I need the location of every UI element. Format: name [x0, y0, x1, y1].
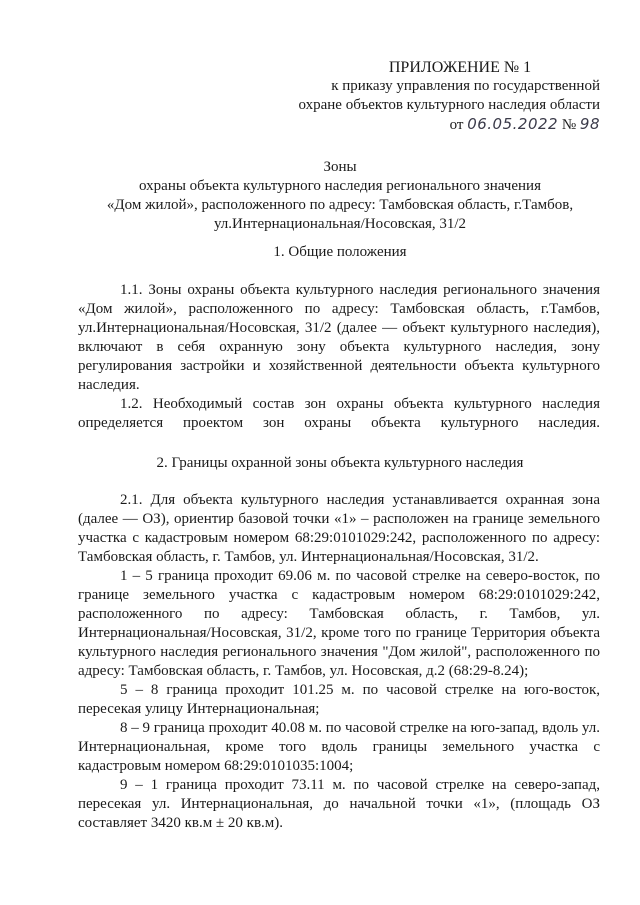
- paragraph-2-3: 5 – 8 граница проходит 101.25 м. по часовой стрелке на юго-восток, пересекая улицу Интернациональная;: [78, 682, 600, 717]
- heading-line-4: ул.Интернациональная/Носовская, 31/2: [213, 216, 467, 232]
- paragraph-2-5: 9 – 1 граница проходит 73.11 м. по часовой стрелке на северо-запад, пересекая ул. Интернациональная, до начальной точки «1», (площадь ОЗ составляет 3420 кв.м ± 20 кв.м).: [78, 777, 600, 831]
- paragraph-2-2: 1 – 5 граница проходит 69.06 м. по часовой стрелке на северо-восток, по границе земельного участка с кадастровым номером 68:29:0101029:242, расположенного по адресу: Тамбовская область, г. Тамбов, ул. Интернациональная/Носовская, 31/2, кроме того по границе Территория объекта культурного наследия регионального значения "Дом жилой", расположенного по адресу: Тамбовская область, г. Тамбов, ул. Носовская, д.2 (68:29-8.24);: [78, 568, 600, 679]
- handwritten-date: 06.05.2022: [467, 115, 559, 133]
- section-1-title: 1. Общие положения: [273, 244, 407, 260]
- heading-line-2: охраны объекта культурного наследия регионального значения: [139, 178, 541, 194]
- number-sign: №: [561, 117, 577, 133]
- section-2-body: [78, 491, 600, 833]
- heading-line-1: Зоны: [323, 159, 357, 175]
- date-prefix: от: [449, 117, 464, 133]
- document-heading: [80, 158, 600, 234]
- appendix-order-line: к приказу управления по государственной: [331, 78, 600, 94]
- section-2-title: 2. Границы охранной зоны объекта культурного наследия: [156, 455, 524, 471]
- paragraph-2-1: 2.1. Для объекта культурного наследия устанавливается охранная зона (далее — ОЗ), ориентир базовой точки «1» – расположен на границе земельного участка с кадастровым номером 68:29:0101029:242, расположенного по адресу: Тамбовская область, г. Тамбов, ул. Интернациональная/Носовская, 31/2.: [78, 492, 600, 565]
- paragraph-2-4: 8 – 9 граница проходит 40.08 м. по часовой стрелке на юго-запад, вдоль ул. Интернациональная, кроме того вдоль границы земельного участка с кадастровым номером 68:29:0101035:1004;: [78, 720, 600, 774]
- paragraph-1-2: 1.2. Необходимый состав зон охраны объекта культурного наследия определяется проектом зон охраны объекта культурного наследия.: [78, 396, 600, 431]
- handwritten-number: 98: [579, 115, 600, 133]
- paragraph-1-1: 1.1. Зоны охраны объекта культурного наследия регионального значения «Дом жилой», расположенного по адресу: Тамбовская область, г.Тамбов, ул.Интернациональная/Носовская, 31/2 (далее — объект культурного наследия), включают в себя охранную зону объекта культурного наследия, зону регулирования застройки и хозяйственной деятельности объекта культурного наследия.: [78, 282, 600, 393]
- heading-line-3: «Дом жилой», расположенного по адресу: Тамбовская область, г.Тамбов,: [106, 197, 574, 213]
- appendix-authority-line: охране объектов культурного наследия области: [298, 97, 600, 113]
- appendix-header: [270, 58, 600, 135]
- appendix-date-line: [270, 115, 600, 135]
- section-1-body: [78, 281, 600, 433]
- appendix-title: ПРИЛОЖЕНИЕ № 1: [388, 59, 532, 76]
